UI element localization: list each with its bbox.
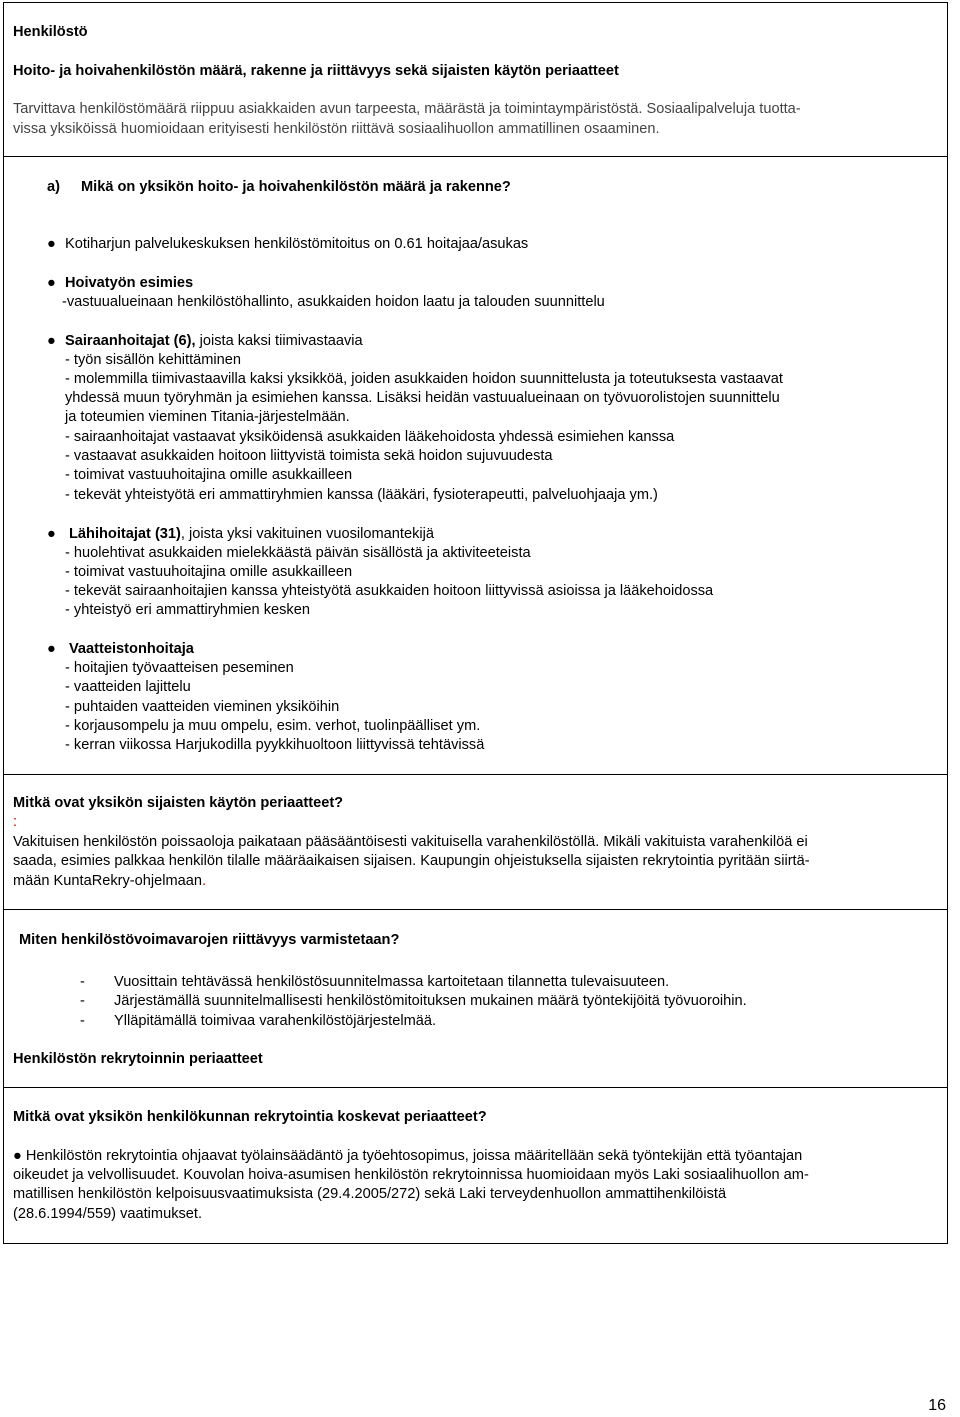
recruitment-heading: Henkilöstön rekrytoinnin periaatteet bbox=[13, 1051, 263, 1067]
recruitment-question: Mitkä ovat yksikön henkilökunnan rekrytointia koskevat periaatteet? bbox=[13, 1109, 487, 1125]
staffing-ratio: Kotiharjun palvelukeskuksen henkilöstömitoitus on 0.61 hoitajaa/asukas bbox=[65, 236, 529, 252]
dash-icon: - bbox=[80, 1013, 85, 1029]
question-structure: Mikä on yksikön hoito- ja hoivahenkilöstön määrä ja rakenne? bbox=[81, 179, 511, 195]
header-box bbox=[3, 2, 948, 157]
nurse-duty: ja toteumien vieminen Titania-järjestelmään. bbox=[65, 409, 350, 425]
laundry-duty: - hoitajien työvaatteisen peseminen bbox=[65, 660, 294, 676]
bullet-icon: ● bbox=[47, 333, 56, 349]
intro-line-2: vissa yksiköissä huomioidaan erityisesti henkilöstön riittävä sosiaalihuollon ammatillinen osaaminen. bbox=[13, 121, 660, 137]
laundry-duty: - vaatteiden lajittelu bbox=[65, 679, 191, 695]
bullet-icon: ● bbox=[47, 526, 56, 542]
laundry-duty: - korjausompelu ja muu ompelu, esim. verhot, tuolinpäälliset ym. bbox=[65, 718, 481, 734]
practical-nurse-duty: - toimivat vastuuhoitajina omille asukkailleen bbox=[65, 564, 353, 580]
substitutes-question: Mitkä ovat yksikön sijaisten käytön periaatteet? bbox=[13, 795, 344, 811]
question-label: a) bbox=[47, 179, 60, 195]
practical-nurses-title bbox=[69, 525, 434, 543]
laundry-duty: - kerran viikossa Harjukodilla pyykkihuoltoon liittyvissä tehtävissä bbox=[65, 737, 485, 753]
nurse-duty: - molemmilla tiimivastaavilla kaksi yksikköä, joiden asukkaiden hoidon suunnittelusta ja toteutuksesta vastaavat bbox=[65, 371, 783, 387]
bullet-icon: ● bbox=[47, 275, 56, 291]
laundry-duty: - puhtaiden vaatteiden vieminen yksiköihin bbox=[65, 699, 340, 715]
practical-nurses-title-rest: , joista yksi vakituinen vuosilomantekijä bbox=[180, 526, 434, 542]
nurse-duty: - tekevät yhteistyötä eri ammattiryhmien kanssa (lääkäri, fysioterapeutti, palveluohjaaja ym.) bbox=[65, 487, 658, 503]
nurses-title-rest: joista kaksi tiimivastaavia bbox=[195, 333, 363, 349]
nurses-title-bold: Sairaanhoitajat (6), bbox=[65, 333, 196, 349]
substitutes-box bbox=[3, 774, 948, 910]
recruitment-text: oikeudet ja velvollisuudet. Kouvolan hoiva-asumisen henkilöstön rekrytoinnissa huomioidaan myös Laki sosiaalihuollon am- bbox=[13, 1167, 809, 1183]
colon-mark: : bbox=[13, 814, 18, 830]
practical-nurse-duty: - tekevät sairaanhoitajien kanssa yhteistyötä asukkaiden hoitoon liittyvissä asioissa ja lääkehoidossa bbox=[65, 583, 714, 599]
substitutes-text: saada, esimies palkkaa henkilön tilalle määräaikaisen sijaisen. Kaupungin ohjeistuksella sijaisten rekrytointia pyritään siirtä- bbox=[13, 853, 810, 869]
substitutes-text: Vakituisen henkilöstön poissaoloja paikataan pääsääntöisesti vakituisella varahenkilöstöllä. Mikäli vakituista varahenkilöä ei bbox=[13, 834, 808, 850]
laundry-keeper-title: Vaatteistonhoitaja bbox=[69, 641, 194, 657]
dash-icon: - bbox=[80, 974, 85, 990]
nurse-duty: - työn sisällön kehittäminen bbox=[65, 352, 242, 368]
recruitment-text: matillisen henkilöstön kelpoisuusvaatimuksista (29.4.2005/272) sekä Laki terveydenhuollon ammattihenkilöistä bbox=[13, 1186, 727, 1202]
nurse-duty: - toimivat vastuuhoitajina omille asukkailleen bbox=[65, 467, 353, 483]
sufficiency-question: Miten henkilöstövoimavarojen riittävyys varmistetaan? bbox=[19, 932, 400, 948]
practical-nurse-duty: - huolehtivat asukkaiden mielekkäästä päivän sisällöstä ja aktiviteeteista bbox=[65, 545, 531, 561]
sufficiency-item: Vuosittain tehtävässä henkilöstösuunnitelmassa kartoitetaan tilannetta tulevaisuuteen. bbox=[114, 974, 670, 990]
staff-structure-box bbox=[3, 156, 948, 775]
supervisor-desc: -vastuualueinaan henkilöstöhallinto, asukkaiden hoidon laatu ja talouden suunnittelu bbox=[62, 294, 605, 310]
practical-nurses-title-bold: Lähihoitajat (31) bbox=[69, 526, 181, 542]
nurse-duty: - vastaavat asukkaiden hoitoon liittyvistä toimista sekä hoidon sujuvuudesta bbox=[65, 448, 553, 464]
bullet-icon: ● bbox=[47, 641, 56, 657]
recruitment-box bbox=[3, 1087, 948, 1244]
dash-icon: - bbox=[80, 993, 85, 1009]
section-title: Henkilöstö bbox=[13, 24, 88, 40]
nurses-title bbox=[65, 332, 363, 350]
bullet-icon: ● bbox=[47, 236, 56, 252]
substitutes-text-end: mään KuntaRekry-ohjelmaan bbox=[13, 873, 203, 889]
period-mark: . bbox=[202, 873, 207, 889]
sufficiency-box bbox=[3, 909, 948, 1088]
nurse-duty: yhdessä muun työryhmän ja esimiehen kanssa. Lisäksi heidän vastuualueinaan on työvuorolistojen suunnittelu bbox=[65, 390, 780, 406]
page-number: 16 bbox=[928, 1397, 946, 1414]
sufficiency-item: Järjestämällä suunnitelmallisesti henkilöstömitoituksen mukainen määrä työntekijöitä työvuoroihin. bbox=[114, 993, 747, 1009]
nurse-duty: - sairaanhoitajat vastaavat yksiköidensä asukkaiden lääkehoidosta yhdessä esimiehen kanssa bbox=[65, 429, 675, 445]
recruitment-text: ● Henkilöstön rekrytointia ohjaavat työlainsäädäntö ja työehtosopimus, joissa määritellään sekä työntekijän että työantajan bbox=[13, 1148, 803, 1164]
substitutes-text bbox=[13, 872, 206, 890]
supervisor-title: Hoivatyön esimies bbox=[65, 275, 194, 291]
section-subtitle: Hoito- ja hoivahenkilöstön määrä, rakenne ja riittävyys sekä sijaisten käytön periaatteet bbox=[13, 63, 619, 79]
sufficiency-item: Ylläpitämällä toimivaa varahenkilöstöjärjestelmää. bbox=[114, 1013, 437, 1029]
practical-nurse-duty: - yhteistyö eri ammattiryhmien kesken bbox=[65, 602, 310, 618]
recruitment-text: (28.6.1994/559) vaatimukset. bbox=[13, 1206, 203, 1222]
intro-line-1: Tarvittava henkilöstömäärä riippuu asiakkaiden avun tarpeesta, määrästä ja toimintaympäristöstä. Sosiaalipalveluja tuotta- bbox=[13, 101, 801, 117]
